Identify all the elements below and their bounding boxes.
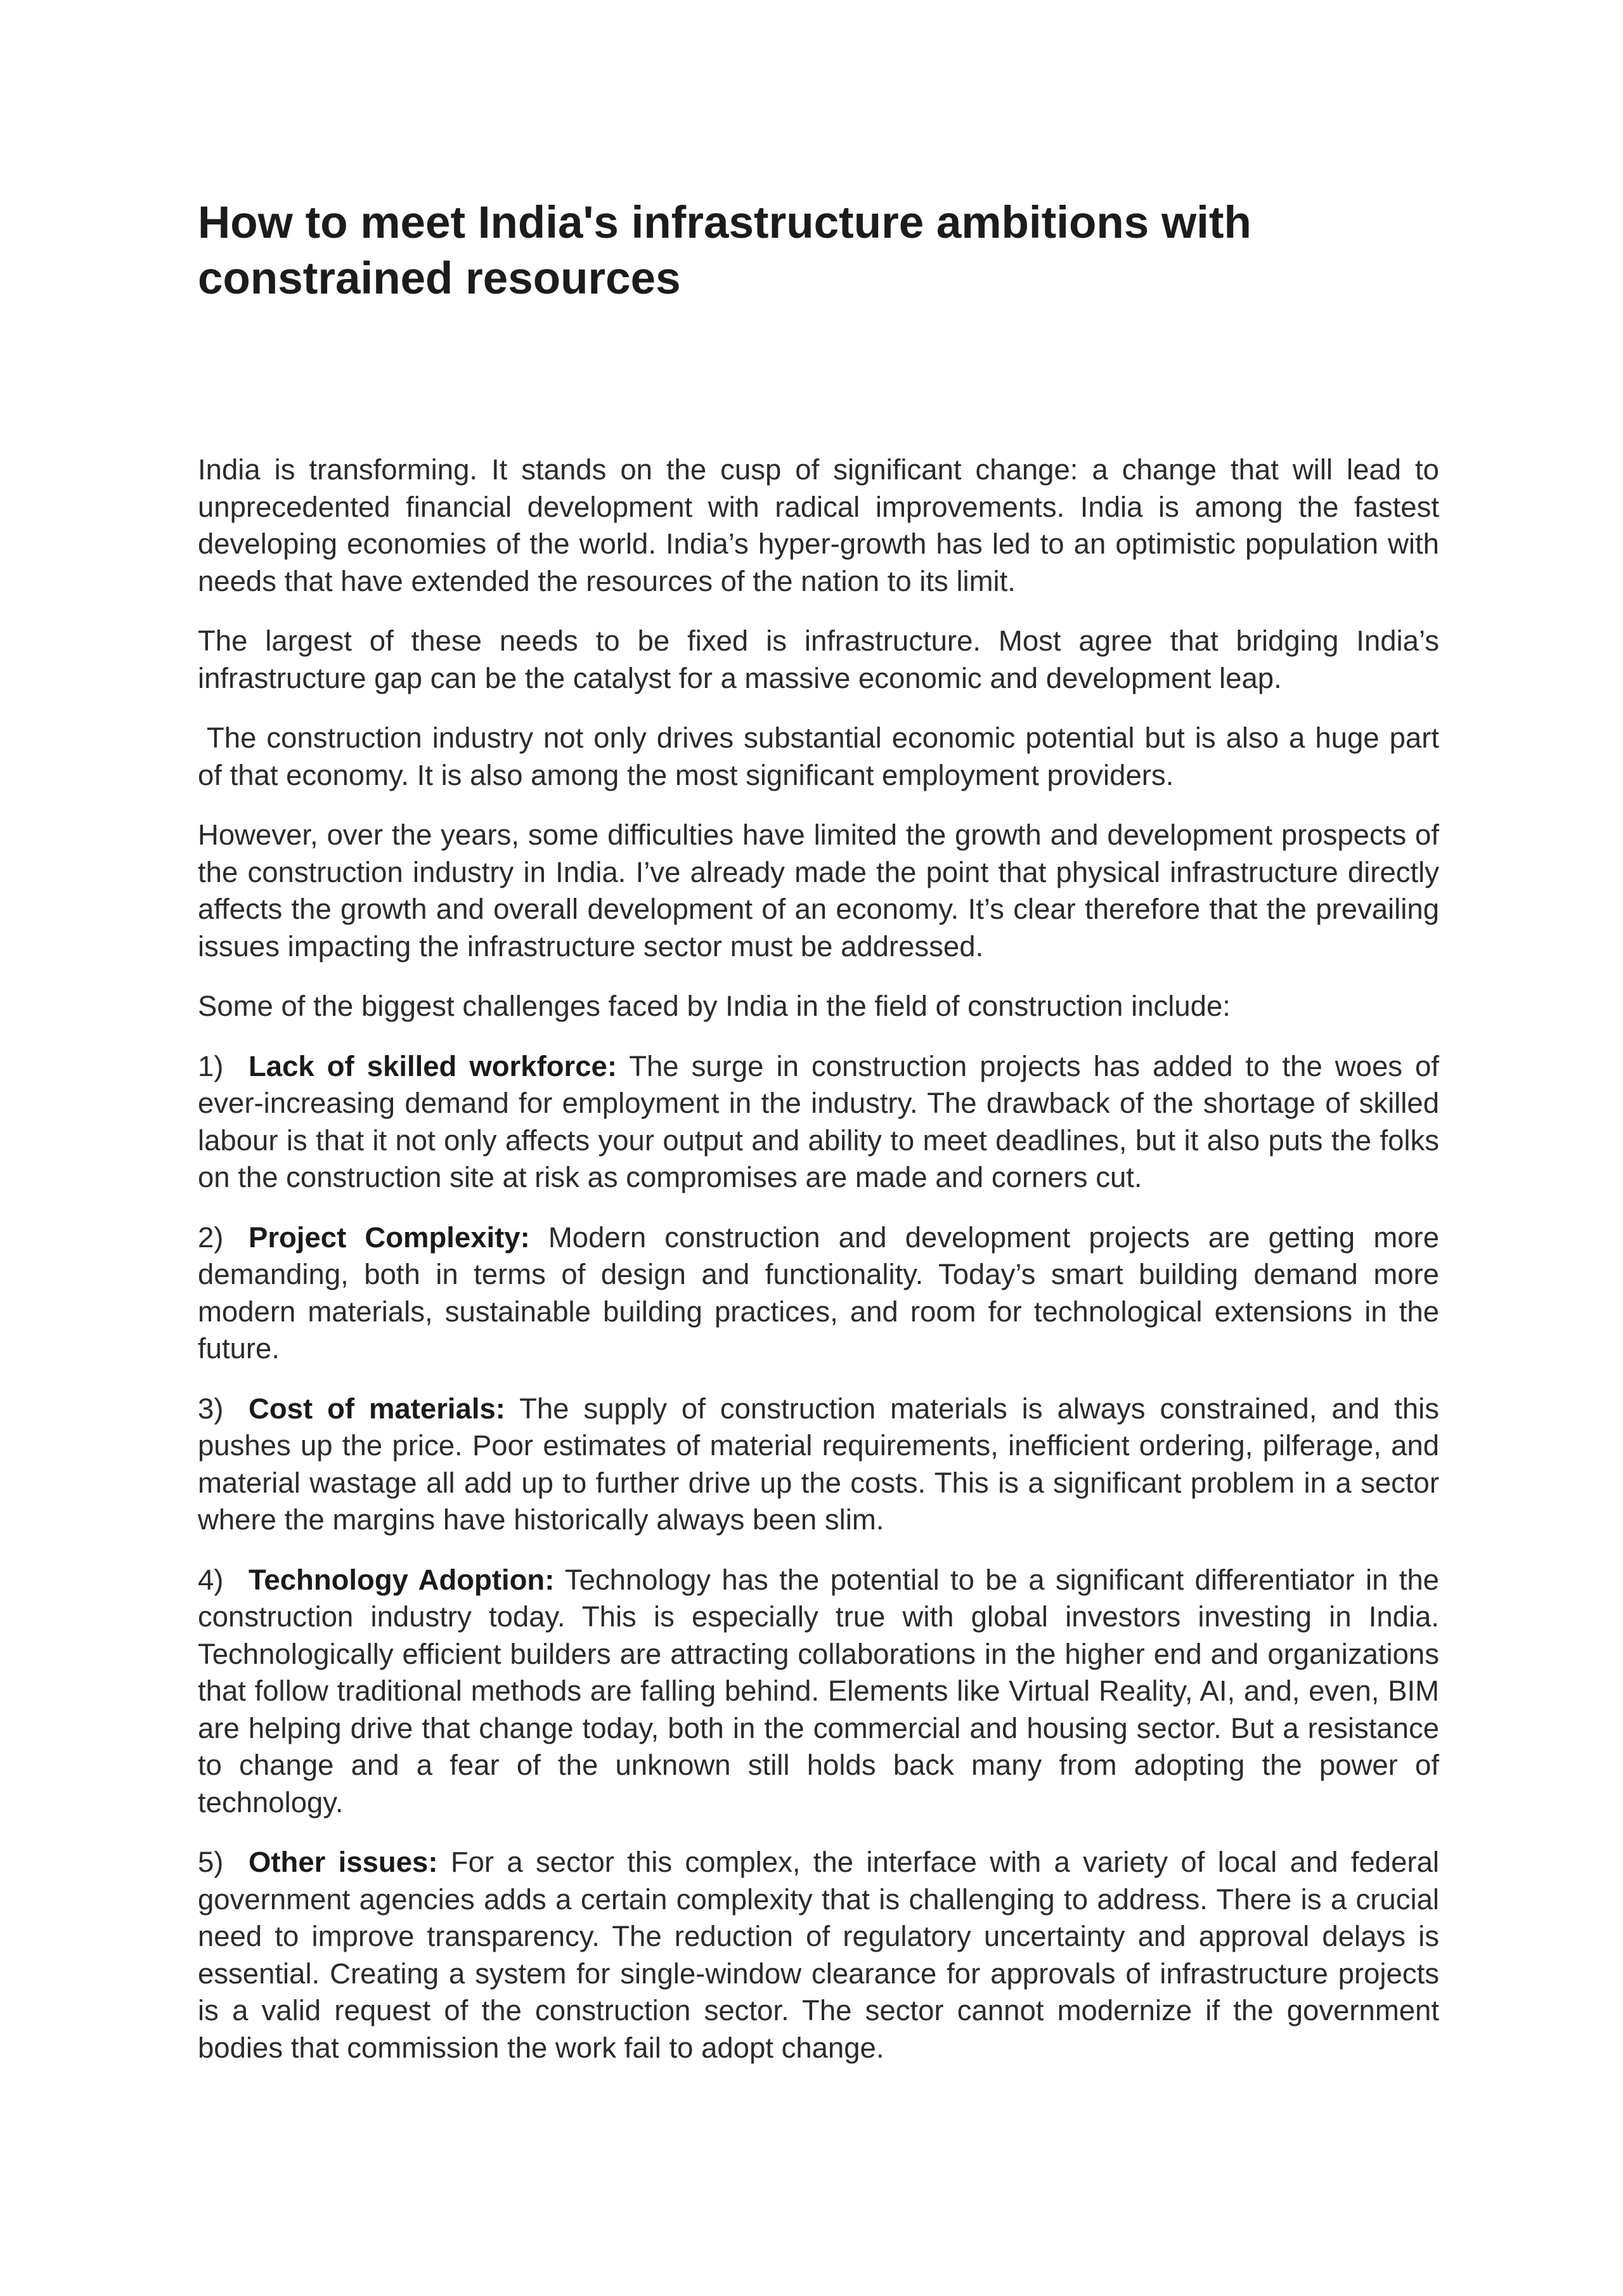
construction-industry-paragraph: The construction industry not only drives substantial economic potential but is also a huge part of that economy. It is also among the most significant employment providers. bbox=[198, 722, 1439, 791]
challenge-item bbox=[198, 1219, 1439, 1368]
challenge-number: 5) bbox=[198, 1846, 224, 1878]
challenge-number: 2) bbox=[198, 1221, 224, 1254]
intro-paragraph: India is transforming. It stands on the cusp of significant change: a change that will lead to unprecedented financial development with radical improvements. India is among the fastest developing economies of the world. India’s hyper-growth has led to an optimistic population with needs that have extended the resources of the nation to its limit. bbox=[198, 453, 1439, 597]
challenge-item bbox=[198, 1844, 1439, 2066]
challenge-item bbox=[198, 1562, 1439, 1822]
difficulties-paragraph: However, over the years, some difficulties have limited the growth and development prospects of the construction industry in India. I’ve already made the point that physical infrastructure directly affects the growth and overall development of an economy. It’s clear therefore that the prevailing issues impacting the infrastructure sector must be addressed. bbox=[198, 819, 1439, 963]
challenge-number: 3) bbox=[198, 1392, 224, 1425]
challenge-item bbox=[198, 1391, 1439, 1539]
infrastructure-gap-paragraph: The largest of these needs to be fixed is infrastructure. Most agree that bridging India’s infrastructure gap can be the catalyst for a massive economic and development leap. bbox=[198, 625, 1439, 694]
challenge-term: Project Complexity: bbox=[249, 1221, 530, 1254]
challenge-description: For a sector this complex, the interface with a variety of local and federal government agencies adds a certain complexity that is challenging to address. There is a crucial need to improve transparency. The reduction of regulatory uncertainty and approval delays is essential. Creating a system for single-window clearance for approvals of infrastructure projects is a valid request of the construction sector. The sector cannot modernize if the government bodies that commission the work fail to adopt change. bbox=[198, 1846, 1439, 2064]
challenge-description: Modern construction and development projects are getting more demanding, both in terms of design and functionality. Today’s smart building demand more modern materials, sustainable building practices, and room for technological extensions in the future. bbox=[198, 1221, 1440, 1365]
challenge-description: The supply of construction materials is always constrained, and this pushes up the price. Poor estimates of material requirements, inefficient ordering, pilferage, and material wastage all add up to further drive up the costs. This is a significant problem in a sector where the margins have historically always been slim. bbox=[198, 1392, 1440, 1536]
challenge-number: 1) bbox=[198, 1049, 224, 1082]
challenge-item bbox=[198, 1048, 1439, 1197]
challenge-term: Lack of skilled workforce: bbox=[249, 1049, 617, 1082]
document-body bbox=[198, 451, 1439, 2089]
challenge-description: The surge in construction projects has added to the woes of ever-increasing demand for employment in the industry. The drawback of the shortage of skilled labour is that it not only affects your output and ability to meet deadlines, but it also puts the folks on the construction site at risk as compromises are made and corners cut. bbox=[198, 1049, 1439, 1193]
document-title: How to meet India's infrastructure ambitions with constrained resources bbox=[198, 198, 1251, 304]
challenge-term: Cost of materials: bbox=[249, 1392, 505, 1425]
challenge-term: Technology Adoption: bbox=[249, 1563, 555, 1596]
challenge-term: Other issues: bbox=[249, 1846, 438, 1878]
challenges-intro-paragraph: Some of the biggest challenges faced by India in the field of construction include: bbox=[198, 990, 1231, 1022]
challenge-description: Technology has the potential to be a significant differentiator in the construction industry today. This is especially true with global investors investing in India. Technologically efficient builders are attracting collaborations in the higher end and organizations that follow traditional methods are falling behind. Elements like Virtual Reality, AI, and, even, BIM are helping drive that change today, both in the commercial and housing sector. But a resistance to change and a fear of the unknown still holds back many from adopting the power of technology. bbox=[198, 1563, 1439, 1819]
challenge-number: 4) bbox=[198, 1563, 224, 1596]
